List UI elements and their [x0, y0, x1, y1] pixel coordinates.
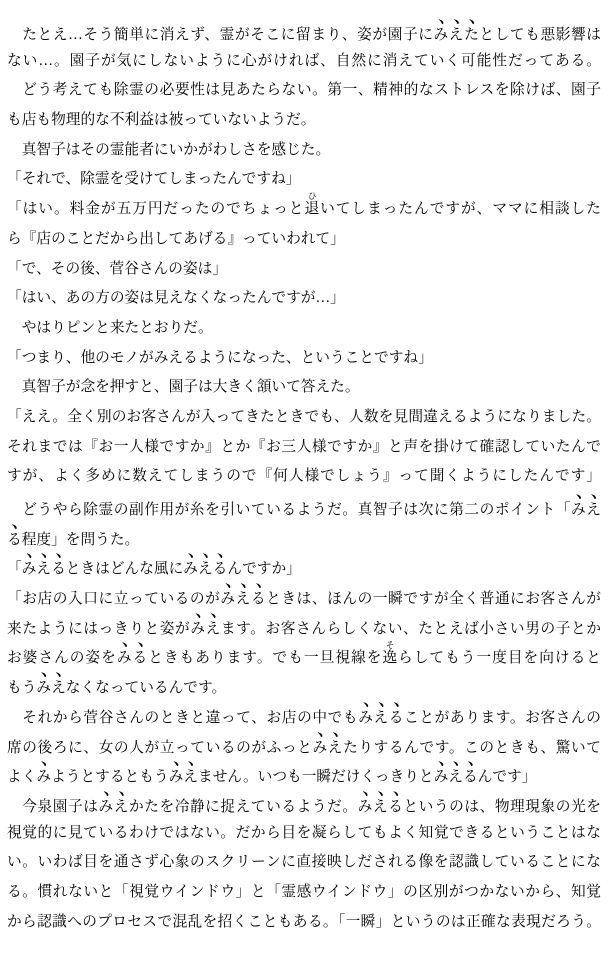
text-line: どう考えても除霊の必要性は見あたらない。第一、精神的なストレスを除けば、園子: [7, 82, 601, 99]
text-line: 真智子はその霊能者にいかがわしさを感じた。: [7, 141, 331, 158]
text-line: 「それで、除霊を受けてしまったんですね」: [7, 171, 301, 188]
text-line: たとえ…そう簡単に消えず、霊がそこに留まり、姿が園子にみえたとしても悪影響は: [7, 27, 601, 43]
emphasis-dotted-text: みえる: [433, 769, 478, 786]
ruby-base: 逸 そ: [382, 640, 399, 667]
text-line: それから菅谷さんのときと違って、お店の中でもみえることがあります。お客さんの: [7, 709, 601, 726]
text-line: 「はい、あの方の姿は見えなくなったんですが…」: [7, 290, 345, 307]
emphasis-dotted-text: みえ: [312, 739, 344, 756]
ruby-furigana: ひ: [308, 191, 317, 202]
text-line: 「で、その後、菅谷さんの姿は」: [7, 260, 228, 277]
text-line: 視覚的に見ているわけではない。だから目を凝らしてもよく知覚できるということはな: [7, 824, 601, 841]
emphasis-dotted-text: みえ: [190, 620, 221, 637]
text-line: 「つまり、他のモノがみえるようになった、ということですね」: [7, 349, 433, 366]
text-line: 席の後ろに、女の人が立っているのがふっとみえたりするんです。このときも、驚いて: [7, 739, 601, 756]
text-line: 「ええ。全く別のお客さんが入ってきたときでも、人数を見間違えるようになりました。: [7, 408, 601, 425]
emphasis-dotted-text: みえる: [183, 561, 228, 578]
emphasis-dotted-text: みる: [116, 650, 149, 667]
text-line: どうやら除霊の副作用が糸を引いているようだ。真智子は次に第二のポイント「みえ: [7, 502, 601, 518]
text-line: お婆さんの姿をみるときもあります。でも一旦視線を逸 そ らしてもう一度目を向けると: [7, 640, 601, 667]
text-line: い。いわば目を通さず心象のスクリーンに直接映しだされる像を認識していることにな: [7, 854, 601, 871]
ruby-furigana: そ: [385, 640, 395, 651]
text-line: も店も物理的な不利益は被っていないようだ。: [7, 112, 316, 129]
text-line: ら『店のことだから出してあげる』っていわれて」: [7, 230, 345, 247]
emphasis-dotted-text: みえる: [358, 709, 405, 726]
ruby-base: 退 ひ: [304, 191, 321, 218]
text-line: 「お店の入口に立っているのがみえるときは、ほんの一瞬ですが全く普通にお客さんが: [7, 591, 601, 608]
text-line: る程度」を問うた。: [7, 531, 140, 548]
text-line: 「みえるときはどんな風にみえるんですか」: [7, 561, 301, 578]
text-line: すが、よく多めに数えてしまうので『何人様でしょう』って聞くようにしたんです」: [7, 468, 601, 485]
emphasis-dotted-text: みえ: [36, 680, 66, 697]
emphasis-dotted-text: みえる: [357, 798, 404, 815]
text-line: 今泉園子はみえかたを冷静に捉えているようだ。みえるというのは、物理現象の光を: [7, 798, 601, 815]
text-line: やはりピンと来たとおりだ。: [7, 319, 213, 336]
emphasis-dotted-text: みえ: [98, 798, 129, 815]
text-line: 「はい。料金が五万円だったのでちょっと退 ひ いてしまったんですが、ママに相談した: [7, 191, 601, 218]
text-line: もうみえなくなっているんです。: [7, 680, 227, 697]
text-line: よくみようとするともうみえません。いつも一瞬だけくっきりとみえるんです」: [7, 769, 537, 786]
emphasis-dotted-text: みえ: [571, 502, 601, 518]
emphasis-dotted-text: みえる: [21, 561, 66, 578]
text-line: 来たようにはっきりと姿がみえます。お客さんらしくない、たとえば小さい男の子とか: [7, 620, 601, 637]
text-line: る。慣れないと「視覚ウインドウ」と「霊感ウインドウ」の区別がつかないから、知覚: [7, 883, 601, 900]
emphasis-dotted-text: みえる: [220, 591, 267, 608]
text-line: 真智子が念を押すと、園子は大きく頷いて答えた。: [7, 379, 360, 396]
page-text: [7, 17, 601, 937]
emphasis-dotted-text: みえ: [168, 769, 198, 786]
text-line: から認識へのプロセスで混乱を招くこともある。「一瞬」というのは正確な表現だろう。: [7, 913, 601, 930]
emphasis-dotted-text: る: [7, 531, 22, 548]
text-line: それまでは『お一人様ですか』とか『お三人様ですか』と声を掛けて確認していたんで: [7, 438, 601, 455]
text-line: ない…。園子が気にしないように心がければ、自然に消えていく可能性だってある。: [7, 52, 601, 69]
emphasis-dotted-text: み: [36, 769, 52, 786]
emphasis-dotted-text: みえた: [433, 27, 480, 43]
